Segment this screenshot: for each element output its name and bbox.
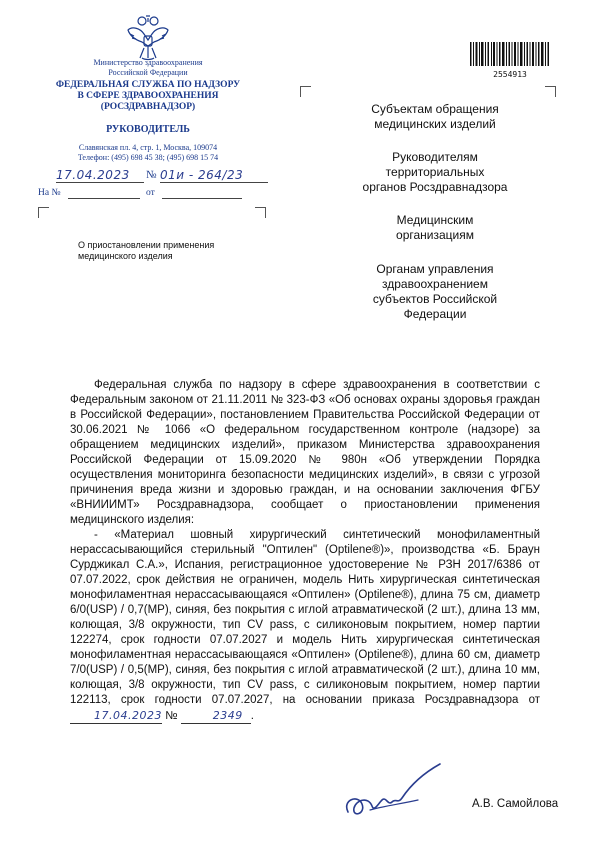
reference-number-blank (68, 198, 140, 199)
registration-date: 17.04.2023 (56, 168, 144, 183)
service-name: ФЕДЕРАЛЬНАЯ СЛУЖБА ПО НАДЗОРУ В СФЕРЕ ЗДРАВООХРАНЕНИЯ (РОСЗДРАВНАДЗОР) (55, 80, 241, 112)
registration-number-label: № (146, 169, 157, 181)
body-paragraph-2-text: - «Материал шовный хирургический синтетический монофиламентный нерассасывающийся стерильный "Оптилен" (Optilene®)», производства «Б. Браун Сурджикал С.А.», Испания, регистрационное удостоверение № РЗН 2017/6386 от 07.07.2022, срок действия не ограничен, модель Нить хирургическая синтетическая монофиламентная нерассасывающаяся «Оптилен» (Optilene®), длина 75 см, диаметр 6/0(USP) / 0,7(MP), синяя, без покрытия с иглой атравматической (2 шт.), длина 13 мм, колющая, 3/8 окружности, тип CV pass, с силиконовым покрытием, номер партии 122274, срок годности 07.07.2027 и модель Нить хирургическая синтетическая монофиламентная нерассасывающаяся «Оптилен» (Optilene®), длина 60 см, диаметр 7/0(USP) / 0,5(MP), синяя, без покрытия с иглой атравматической (2 шт.), длина 10 мм, колющая, 3/8 окружности, тип CV pass, с силиконовым покрытием, номер партии 122113, срок годности 07.07.2027, на основании приказа Росздравнадзора от (70, 529, 540, 706)
signatory-name: А.В. Самойлова (472, 798, 559, 810)
subject-bracket-left (38, 207, 49, 218)
subject-bracket-right (255, 207, 266, 218)
letter-subject: О приостановлении применения медицинского изделия (78, 240, 215, 261)
recipient-1: Субъектам обращения медицинских изделий (371, 102, 499, 131)
letterhead-phone: Телефон: (495) 698 45 38; (495) 698 15 74 (77, 153, 219, 162)
registration-number: 01и - 264/23 (160, 168, 268, 183)
body-paragraph-1: Федеральная служба по надзору в сфере здравоохранения в соответствии с Федеральным законом от 21.11.2011 № 323-ФЗ «Об основах охраны здоровья граждан в Российской Федерации», постановлением Правительства Российской Федерации от 30.06.2021 № 1066 «О федеральном государственном контроле (надзоре) за обращением медицинских изделий», приказом Министерства здравоохранения Российской Федерации от 15.09.2020 № 980н «Об утверждении Порядка осуществления мониторинга безопасности медицинских изделий», в связи с угрозой причинения вреда жизни и здоровью граждан, и на основании заключения ФГБУ «ВНИИИМТ» Росздравнадзора, сообщает о приостановлении применения медицинского изделия: (70, 379, 540, 526)
order-date: 17.04.2023 (70, 708, 162, 724)
ministry-name: Министерство здравоохранения Российской Федерации (93, 58, 203, 77)
order-number: 2349 (181, 708, 251, 724)
barcode-bars-icon (470, 42, 550, 66)
reference-line (38, 188, 278, 202)
body-end: . (250, 710, 254, 722)
reference-date-blank (162, 198, 242, 199)
barcode-number: 2554913 (493, 70, 527, 79)
state-emblem-icon (122, 12, 174, 64)
order-number-label: № (165, 710, 178, 722)
recipient-4: Органам управления здравоохранением субъектов Российской Федерации (372, 262, 498, 321)
body-paragraph-2 (70, 528, 540, 724)
handwritten-signature-icon (340, 760, 450, 830)
letter-body (70, 378, 540, 724)
reference-from-label: от (146, 188, 155, 198)
registration-line (38, 168, 278, 186)
recipient-2: Руководителям территориальных органов Росздравнадзора (362, 150, 508, 194)
head-title: РУКОВОДИТЕЛЬ (106, 124, 190, 135)
address-bracket-left (300, 86, 311, 97)
reference-number-label: На № (38, 188, 61, 198)
recipient-3: Медицинским организациям (396, 213, 474, 242)
letterhead-address: Славянская пл. 4, стр. 1, Москва, 109074 (78, 143, 218, 152)
address-bracket-right (545, 86, 556, 97)
barcode (470, 42, 550, 79)
